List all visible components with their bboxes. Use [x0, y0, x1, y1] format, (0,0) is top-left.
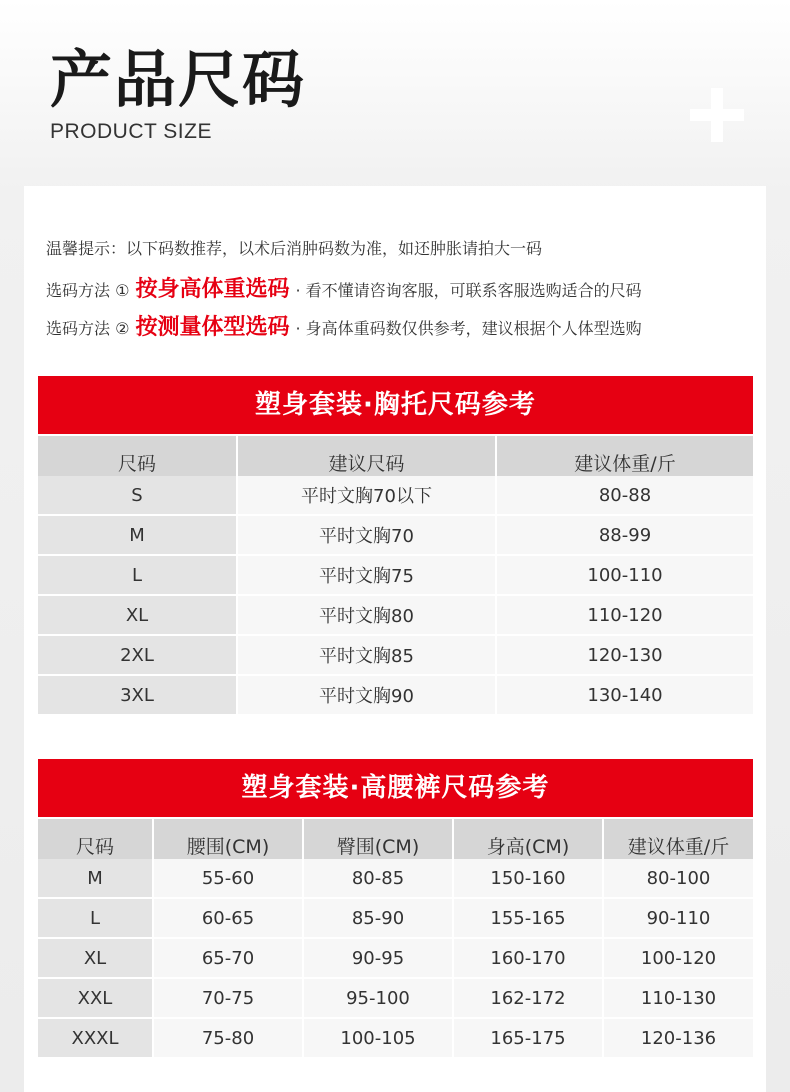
table-header-cell: 建议尺码 [238, 436, 495, 488]
table-cell: 80-85 [304, 859, 452, 897]
size-cell: XXL [38, 979, 152, 1017]
table-cell: 平时文胸70 [238, 516, 495, 554]
table-cell: 85-90 [304, 899, 452, 937]
page-header [0, 0, 790, 188]
size-cell: S [38, 476, 236, 514]
table-cell: 60-65 [154, 899, 302, 937]
table-cell: 80-100 [604, 859, 753, 897]
method-prefix: 选码方法 ① [46, 281, 130, 300]
pants-size-table [38, 759, 753, 1057]
table-cell: 150-160 [454, 859, 602, 897]
page-subtitle: PRODUCT SIZE [50, 120, 212, 143]
size-cell: L [38, 556, 236, 594]
table-cell: 100-120 [604, 939, 753, 977]
table-title: 塑身套装·高腰裤尺码参考 [38, 759, 753, 817]
size-cell: 2XL [38, 636, 236, 674]
table-cell: 平时文胸85 [238, 636, 495, 674]
method-note: · 看不懂请咨询客服，可联系客服选购适合的尺码 [295, 281, 642, 300]
table-cell: 155-165 [454, 899, 602, 937]
size-cell: M [38, 859, 152, 897]
table-cell: 90-110 [604, 899, 753, 937]
tip-text: 温馨提示：以下码数推荐，以术后消肿码数为准，如还肿胀请拍大一码 [46, 239, 543, 258]
table-grid [38, 819, 753, 1057]
table-cell: 160-170 [454, 939, 602, 977]
table-header-cell: 尺码 [38, 819, 152, 871]
table-cell: 100-110 [497, 556, 753, 594]
table-cell: 平时文胸90 [238, 676, 495, 714]
table-title: 塑身套装·胸托尺码参考 [38, 376, 753, 434]
table-cell: 130-140 [497, 676, 753, 714]
size-cell: XL [38, 596, 236, 634]
table-cell: 平时文胸70以下 [238, 476, 495, 514]
table-cell: 95-100 [304, 979, 452, 1017]
size-cell: L [38, 899, 152, 937]
method-note: · 身高体重码数仅供参考，建议根据个人体型选购 [295, 319, 642, 338]
table-grid [38, 436, 753, 714]
table-header-cell: 建议体重/斤 [497, 436, 753, 488]
plus-icon [690, 88, 744, 142]
table-cell: 88-99 [497, 516, 753, 554]
table-header-cell: 腰围(CM) [154, 819, 302, 871]
table-cell: 162-172 [454, 979, 602, 1017]
table-cell: 65-70 [154, 939, 302, 977]
size-method-1 [46, 272, 642, 303]
table-cell: 120-130 [497, 636, 753, 674]
size-cell: M [38, 516, 236, 554]
table-cell: 165-175 [454, 1019, 602, 1057]
table-header-cell: 身高(CM) [454, 819, 602, 871]
table-cell: 120-136 [604, 1019, 753, 1057]
table-header-cell: 尺码 [38, 436, 236, 488]
table-header-cell: 臀围(CM) [304, 819, 452, 871]
table-cell: 平时文胸75 [238, 556, 495, 594]
bra-size-table [38, 376, 753, 714]
method-highlight: 按身高体重选码 [135, 277, 290, 302]
size-cell: XL [38, 939, 152, 977]
table-header-cell: 建议体重/斤 [604, 819, 753, 871]
table-cell: 75-80 [154, 1019, 302, 1057]
table-cell: 110-120 [497, 596, 753, 634]
table-cell: 80-88 [497, 476, 753, 514]
table-cell: 90-95 [304, 939, 452, 977]
size-method-2 [46, 310, 642, 341]
size-cell: XXXL [38, 1019, 152, 1057]
table-cell: 平时文胸80 [238, 596, 495, 634]
table-cell: 100-105 [304, 1019, 452, 1057]
size-cell: 3XL [38, 676, 236, 714]
method-prefix: 选码方法 ② [46, 319, 130, 338]
method-highlight: 按测量体型选码 [135, 315, 290, 340]
page-title: 产品尺码 [50, 43, 307, 116]
table-cell: 55-60 [154, 859, 302, 897]
table-cell: 110-130 [604, 979, 753, 1017]
table-cell: 70-75 [154, 979, 302, 1017]
